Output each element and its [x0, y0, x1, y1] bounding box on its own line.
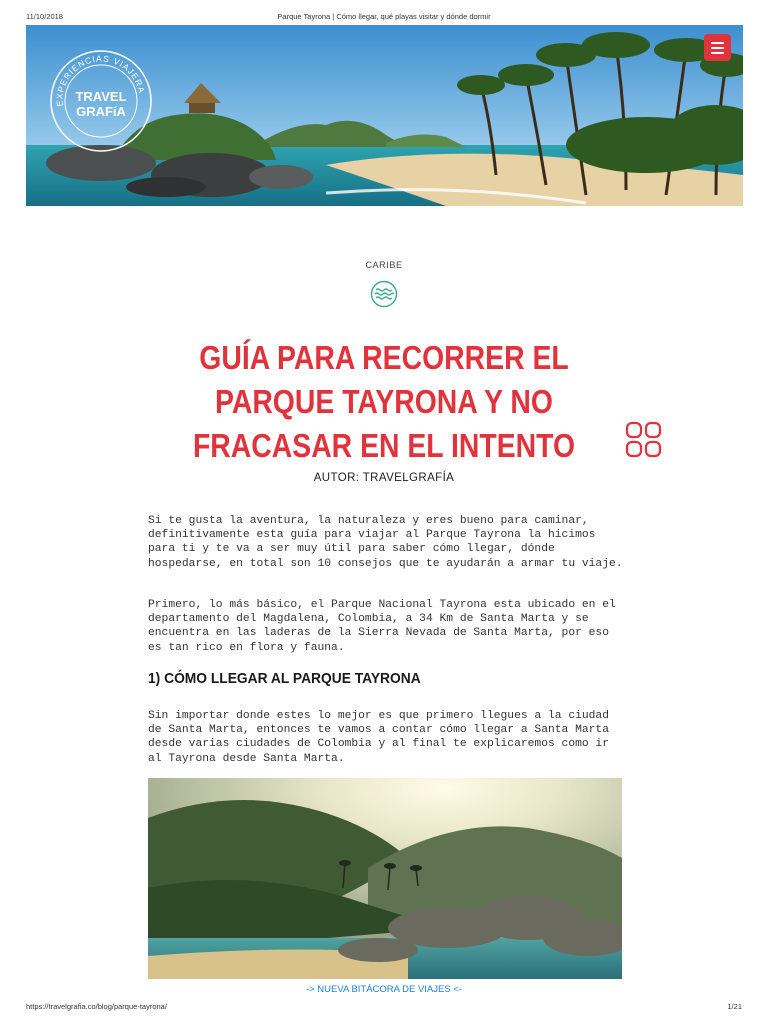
- article-author: AUTOR: TRAVELGRAFÍA: [313, 472, 455, 484]
- section-heading-como-llegar: 1) CÓMO LLEGAR AL PARQUE TAYRONA: [148, 670, 421, 687]
- print-header: [26, 9, 742, 23]
- svg-text:GRAFíA: GRAFíA: [76, 104, 126, 119]
- grid-menu-icon[interactable]: [625, 421, 663, 459]
- travelgrafia-logo[interactable]: [46, 46, 156, 156]
- hamburger-menu-button[interactable]: [704, 34, 731, 61]
- menu-icon-bar: [711, 47, 724, 49]
- tayrona-photo: [148, 778, 622, 979]
- svg-text:TRAVEL: TRAVEL: [75, 89, 127, 104]
- print-page-title: Parque Tayrona | Cómo llegar, qué playas visitar y dónde dormir: [277, 12, 491, 21]
- print-footer: [26, 1002, 742, 1014]
- location-paragraph: Primero, lo más básico, el Parque Nacional Tayrona esta ubicado en el departamento del Magdalena, Colombia, a 34 Km de Santa Marta y se encuentra en las laderas de la Sierra Nevada de Santa Marta, por eso es tan rico en flora y fauna.: [148, 599, 616, 654]
- print-date: 11/10/2018: [26, 12, 63, 21]
- nueva-bitacora-link[interactable]: -> NUEVA BITÁCORA DE VIAJES <-: [305, 984, 463, 995]
- menu-icon-bar: [711, 42, 724, 44]
- print-url: https://travelgrafia.co/blog/parque-tayrona/: [26, 1002, 167, 1011]
- category-label[interactable]: CARIBE: [365, 260, 403, 270]
- print-page-number: 1/21: [727, 1002, 742, 1011]
- como-llegar-paragraph: Sin importar donde estes lo mejor es que primero llegues a la ciudad de Santa Marta, entonces te vamos a contar cómo llegar a Santa Marta desde varias ciudades de Colombia y al final te explicaremos como ir al Tayrona desde Santa Marta.: [148, 710, 609, 765]
- waves-icon: [370, 280, 398, 308]
- article-title: GUÍA PARA RECORRER EL PARQUE TAYRONA Y NO FRACASAR EN EL INTENTO: [192, 339, 576, 464]
- svg-text:EXPERIENCIAS VIAJERAS: EXPERIENCIAS VIAJERA: [54, 53, 147, 107]
- intro-paragraph: Si te gusta la aventura, la naturaleza y eres bueno para caminar, definitivamente esta guía para viajar al Parque Tayrona la hicimos para ti y te va a ser muy útil para saber cómo llegar, dónde hospedarse, en total son 10 consejos que te ayudarán a armar tu viaje.: [148, 515, 623, 570]
- menu-icon-bar: [711, 52, 724, 54]
